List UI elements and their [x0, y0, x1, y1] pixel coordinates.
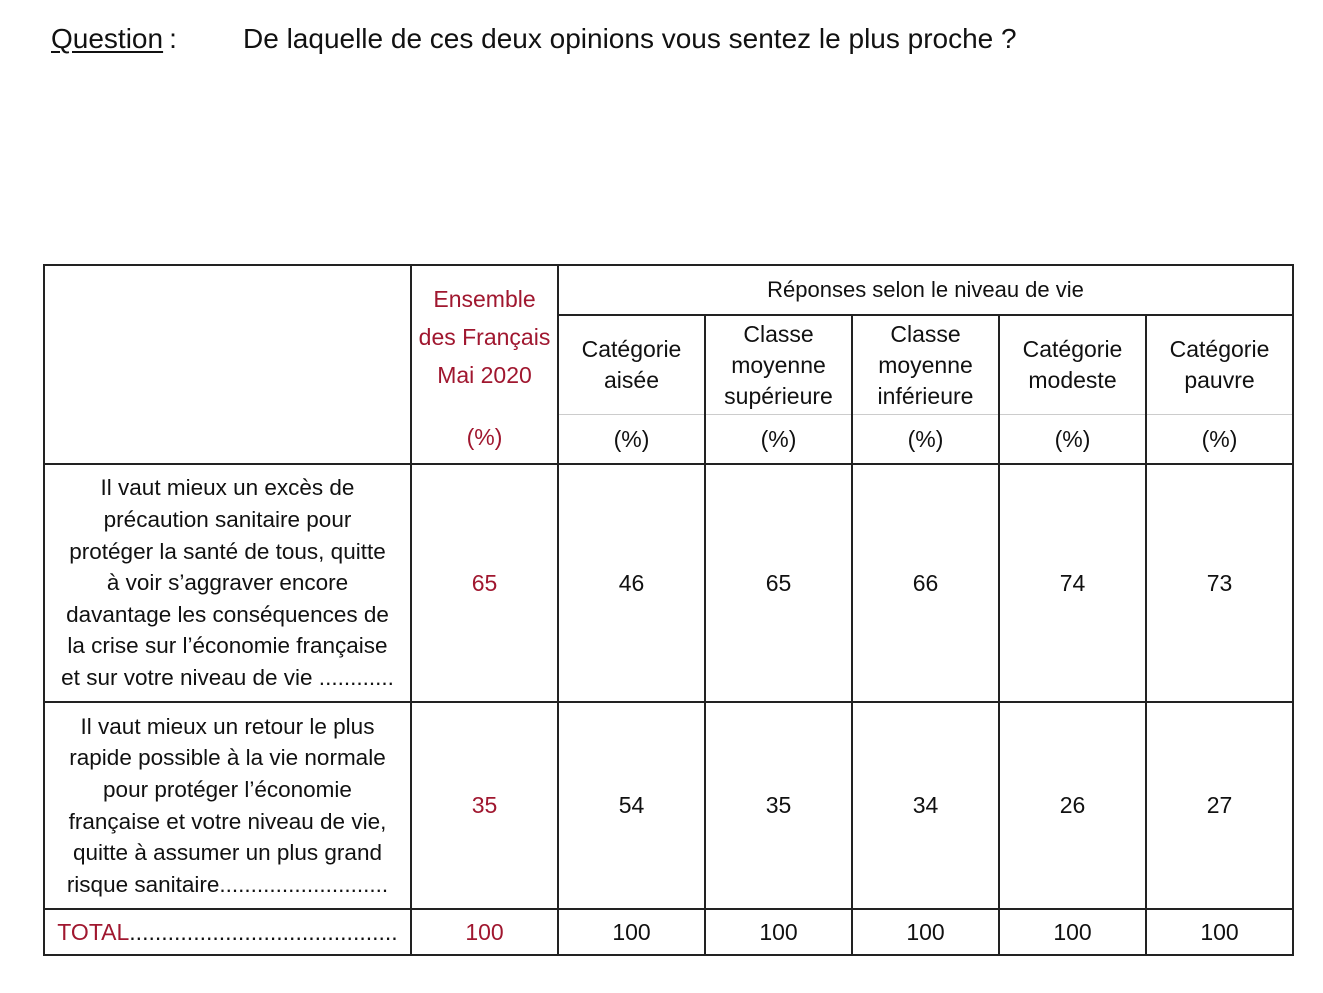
category-value: 34	[852, 702, 999, 909]
ensemble-header-line3: Mai 2020	[437, 361, 532, 388]
ensemble-header	[411, 265, 558, 464]
row-label-line: française et votre niveau de vie,	[68, 808, 387, 834]
row-label-line: Il vaut mieux un retour le plus	[80, 713, 375, 739]
total-category-value: 100	[558, 909, 705, 955]
table-row	[44, 464, 1293, 702]
question-label: Question	[51, 23, 164, 54]
total-dots: ..........................................	[129, 918, 398, 945]
category-value: 27	[1146, 702, 1293, 909]
category-unit: (%)	[999, 415, 1146, 465]
row-label-line: davantage les conséquences de	[66, 601, 389, 627]
category-value: 54	[558, 702, 705, 909]
category-header-line3: inférieure	[877, 382, 974, 409]
row-label-line: précaution sanitaire pour	[103, 507, 352, 533]
category-value: 74	[999, 464, 1146, 702]
category-value: 65	[705, 464, 852, 702]
category-header-line1: Classe	[743, 320, 814, 347]
category-header	[558, 315, 705, 415]
total-label-cell	[44, 909, 411, 955]
total-category-value: 100	[999, 909, 1146, 955]
category-header-line2: aisée	[604, 367, 659, 393]
row-label-line: rapide possible à la vie normale	[69, 745, 386, 771]
category-header-line3: supérieure	[724, 382, 833, 409]
question-colon: :	[169, 23, 177, 54]
category-header-line2: pauvre	[1184, 367, 1255, 393]
category-header-line1: Catégorie	[581, 336, 682, 362]
total-category-value: 100	[705, 909, 852, 955]
category-header	[1146, 315, 1293, 415]
row-label-line: protéger la santé de tous, quitte	[69, 538, 386, 564]
category-header	[852, 315, 999, 415]
category-value: 73	[1146, 464, 1293, 702]
category-unit: (%)	[852, 415, 999, 465]
ensemble-value: 65	[411, 464, 558, 702]
row-label-line: à voir s’aggraver encore	[106, 570, 349, 596]
row-label-line: risque sanitaire...........................	[66, 871, 389, 897]
row-label-line: quitte à assumer un plus grand	[73, 840, 382, 866]
category-value: 66	[852, 464, 999, 702]
total-row	[44, 909, 1293, 955]
header-row-group	[44, 265, 1293, 315]
ensemble-header-line1: Ensemble	[433, 285, 536, 312]
table-row	[44, 702, 1293, 909]
category-header-line1: Catégorie	[1169, 336, 1270, 362]
empty-corner-cell	[44, 265, 411, 464]
question-line	[51, 20, 1017, 58]
row-label-line: la crise sur l’économie française	[67, 633, 388, 659]
category-header	[705, 315, 852, 415]
category-header	[999, 315, 1146, 415]
category-value: 26	[999, 702, 1146, 909]
category-unit: (%)	[1146, 415, 1293, 465]
category-value: 35	[705, 702, 852, 909]
category-header-line1: Classe	[890, 320, 961, 347]
category-value: 46	[558, 464, 705, 702]
row-label-line: et sur votre niveau de vie ............	[61, 664, 394, 690]
row-label-line: pour protéger l’économie	[103, 776, 352, 802]
row-label-line: Il vaut mieux un excès de	[100, 475, 355, 501]
total-ensemble-value: 100	[411, 909, 558, 955]
ensemble-header-unit: (%)	[466, 423, 503, 450]
category-header-line2: moyenne	[878, 351, 973, 378]
category-header-line2: modeste	[1028, 367, 1117, 393]
category-header-line2: moyenne	[731, 351, 826, 378]
results-table	[43, 264, 1294, 956]
total-category-value: 100	[852, 909, 999, 955]
ensemble-header-line2: des Français	[418, 323, 551, 350]
total-category-value: 100	[1146, 909, 1293, 955]
category-header-line1: Catégorie	[1022, 336, 1123, 362]
row-label	[44, 702, 411, 909]
category-unit: (%)	[558, 415, 705, 465]
row-label	[44, 464, 411, 702]
ensemble-value: 35	[411, 702, 558, 909]
category-unit: (%)	[705, 415, 852, 465]
total-label: TOTAL	[57, 918, 130, 945]
group-header: Réponses selon le niveau de vie	[558, 265, 1293, 315]
question-text: De laquelle de ces deux opinions vous sentez le plus proche ?	[243, 23, 1017, 54]
